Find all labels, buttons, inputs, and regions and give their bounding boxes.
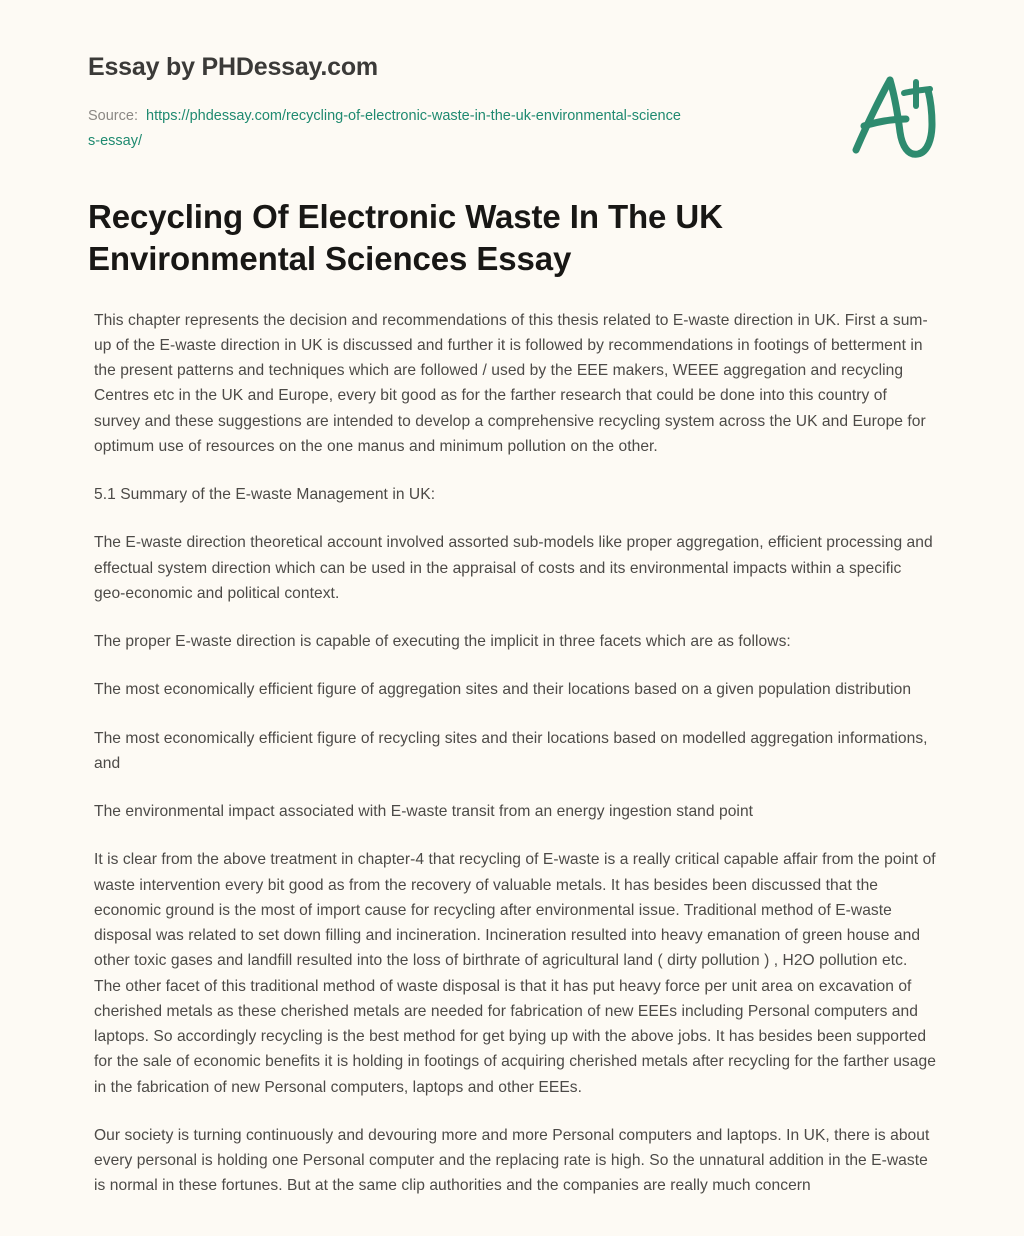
page-title: Recycling Of Electronic Waste In The UK Environmental Sciences Essay bbox=[88, 197, 723, 277]
body-paragraph: This chapter represents the decision and recommendations of this thesis related to E-waste direction in UK. First a sum-up of the E-waste direction in UK is discussed and further it is followed by recommendations in footings of betterment in the present patterns and techniques which are followed / used by the EEE makers, WEEE aggregation and recycling Centres etc in the UK and Europe, every bit good as for the farther research that could be done into this country of survey and these suggestions are intended to develop a comprehensive recycling system across the UK and Europe for optimum use of resources on the one manus and minimum pollution on the other. bbox=[94, 311, 928, 455]
source-url-link[interactable]: https://phdessay.com/recycling-of-electronic-waste-in-the-uk-environmental-sciences-essay/ bbox=[88, 108, 681, 149]
document-body bbox=[0, 280, 1024, 1199]
body-paragraph: It is clear from the above treatment in chapter-4 that recycling of E-waste is a really critical capable affair from the point of waste intervention every bit good as from the recovery of valuable metals. It has besides been discussed that the economic ground is the most of import cause for recycling after environmental issue. Traditional method of E-waste disposal was related to set down filling and incineration. Incineration resulted into heavy emanation of green house and other toxic gases and landfill resulted into the loss of birthrate of agricultural land ( dirty pollution ) , H2O pollution etc. The other facet of this traditional method of waste disposal is that it has put heavy force per unit area on excavation of cherished metals as these cherished metals are needed for fabrication of new EEEs including Personal computers and laptops. So accordingly recycling is the best method for get bying up with the above jobs. It has besides been supported for the sale of economic benefits it is holding in footings of acquiring cherished metals after recycling for the farther usage in the fabrication of new Personal computers, laptops and other EEEs. bbox=[94, 851, 936, 1096]
a-plus-logo bbox=[834, 64, 946, 168]
section-heading-5-1: 5.1 Summary of the E-waste Management in UK: bbox=[94, 486, 436, 504]
body-paragraph: The most economically efficient figure of recycling sites and their locations based on modelled aggregation informations, and bbox=[94, 729, 928, 772]
site-brand-title: Essay by PHDessay.com bbox=[88, 53, 378, 81]
body-paragraph: The environmental impact associated with E-waste transit from an energy ingestion stand point bbox=[94, 803, 754, 821]
source-label: Source: bbox=[88, 108, 138, 124]
source-line bbox=[88, 104, 688, 154]
document-header bbox=[0, 0, 1024, 154]
body-paragraph: The most economically efficient figure of aggregation sites and their locations based on a given population distribution bbox=[94, 681, 912, 699]
a-plus-logo-icon bbox=[834, 64, 946, 168]
body-paragraph: The proper E-waste direction is capable of executing the implicit in three facets which are as follows: bbox=[94, 633, 791, 651]
body-paragraph: Our society is turning continuously and devouring more and more Personal computers and laptops. In UK, there is about every personal is holding one Personal computer and the replacing rate is high. So the unnatural addition in the E-waste is normal in these fortunes. But at the same clip authorities and the companies are really much concern bbox=[94, 1126, 930, 1195]
body-paragraph: The E-waste direction theoretical account involved assorted sub-models like proper aggregation, efficient processing and effectual system direction which can be used in the appraisal of costs and its environmental impacts within a specific geo-economic and political context. bbox=[94, 534, 933, 602]
